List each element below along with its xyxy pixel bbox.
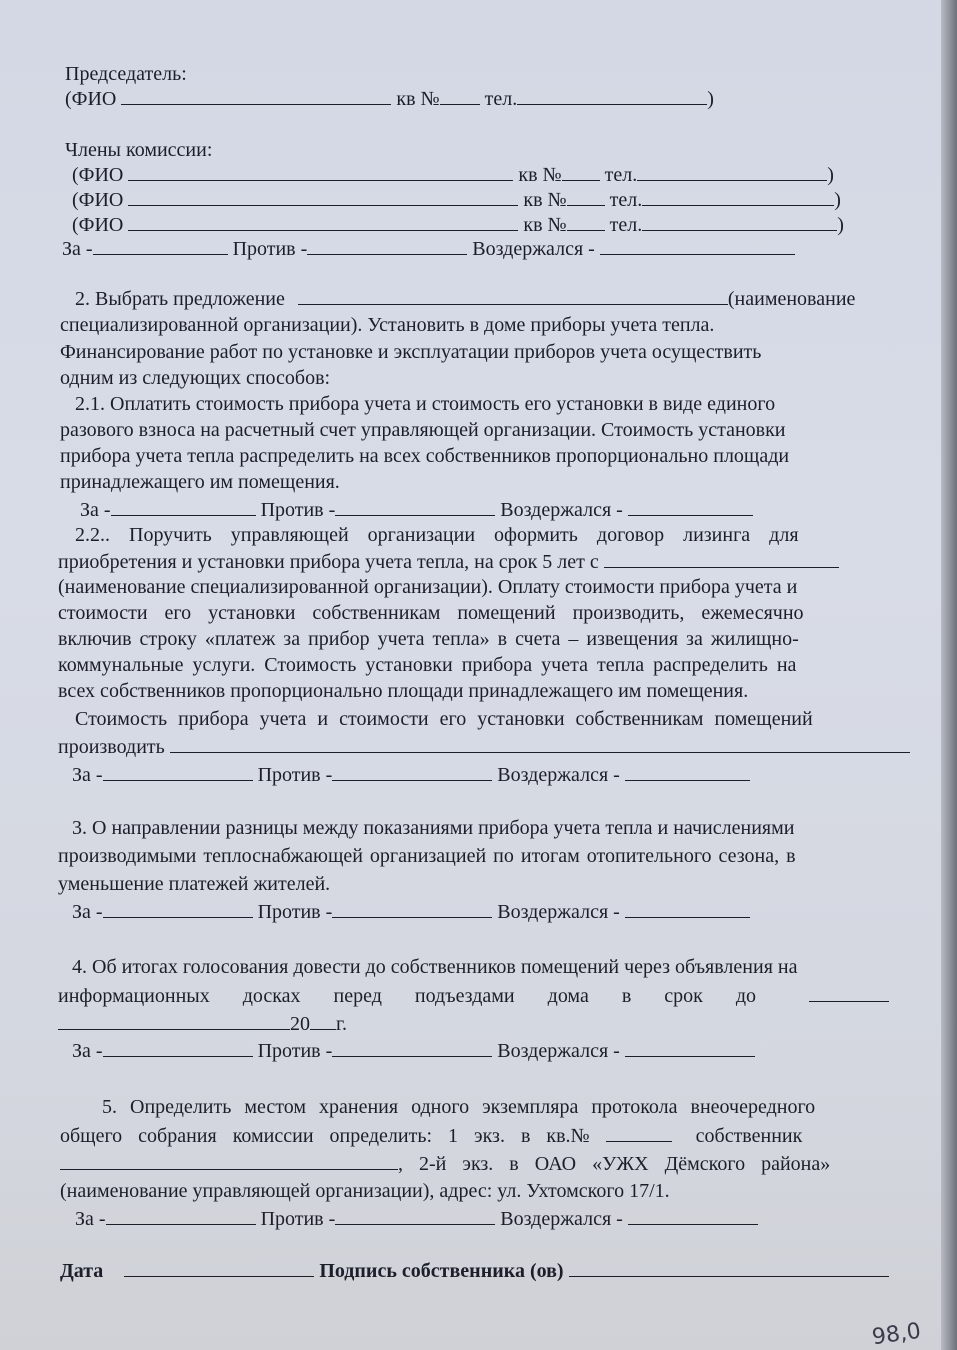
vote-za-label: За - [72, 764, 103, 786]
storage-owner-field[interactable] [60, 1151, 398, 1170]
member-row [72, 162, 834, 187]
member-close: ) [827, 164, 834, 186]
member-tel-field[interactable] [637, 162, 827, 181]
vote-row-6 [75, 1206, 758, 1231]
item4-line [58, 983, 889, 1008]
member-tel-label: тел. [604, 164, 638, 186]
vote-row-5 [72, 1038, 755, 1063]
vote-za-field[interactable] [93, 236, 228, 255]
member-fio-label: (ФИО [72, 189, 124, 211]
vote-protiv-field[interactable] [335, 1206, 495, 1225]
item3-line: 3. О направлении разницы между показаниями прибора учета тепла и начислениями [72, 817, 795, 839]
item21-line: принадлежащего им помещения. [60, 471, 340, 493]
member-tel-field[interactable] [642, 187, 834, 206]
item5-text: , 2-й экз. в ОАО «УЖХ Дёмского района» [398, 1153, 831, 1175]
vote-za-field[interactable] [103, 762, 253, 781]
vote-za-label: За - [62, 238, 93, 260]
vote-protiv-field[interactable] [332, 1038, 492, 1057]
vote-za-label: За - [80, 499, 111, 521]
vote-protiv-label: Против - [257, 764, 333, 786]
member-tel-field[interactable] [642, 212, 837, 231]
vote-protiv-field[interactable] [335, 497, 495, 516]
vote-row-2 [80, 497, 753, 522]
vote-za-label: За - [75, 1208, 106, 1230]
chair-tel-label: тел. [484, 88, 518, 110]
item4-text: 20 [290, 1013, 310, 1035]
item4-text: информационных досках перед подъездами дома в срок до [58, 985, 757, 1007]
payment-method-field[interactable] [170, 734, 910, 753]
item4-line [58, 1011, 347, 1036]
member-kv-label: кв № [523, 189, 567, 211]
vote-vozd-label: Воздержался - [497, 901, 620, 923]
date-label: Дата [60, 1260, 104, 1282]
item5-line: (наименование управляющей организации), адрес: ул. Ухтомского 17/1. [60, 1180, 670, 1202]
handwritten-note: 98,0 [870, 1318, 923, 1350]
chair-kv-label: кв № [396, 88, 440, 110]
item22-text: приобретения и установки прибора учета тепла, на срок 5 лет с [58, 551, 599, 573]
date-field[interactable] [124, 1258, 314, 1277]
vote-row-4 [72, 899, 750, 924]
item2-line: Финансирование работ по установке и эксплуатации приборов учета осуществить [60, 341, 762, 363]
vote-protiv-label: Против - [232, 238, 308, 260]
item22-line: включив строку «платеж за прибор учета тепла» в счета – извещения за жилищно- [58, 628, 799, 650]
member-fio-label: (ФИО [72, 214, 124, 236]
item22-line: Стоимость прибора учета и стоимости его установки собственникам помещений [75, 708, 813, 730]
vote-za-label: За - [72, 1040, 103, 1062]
member-row [72, 212, 844, 237]
org-name-field-2[interactable] [604, 549, 839, 568]
item21-line: 2.1. Оплатить стоимость прибора учета и стоимость его установки в виде единого [75, 393, 776, 415]
item2-line: одним из следующих способов: [60, 367, 331, 389]
chair-fio-label: (ФИО [65, 88, 117, 110]
item21-line: прибора учета тепла распределить на всех собственников пропорционально площади [60, 445, 790, 467]
vote-za-field[interactable] [103, 899, 253, 918]
member-kv-field[interactable] [562, 162, 600, 181]
deadline-day-field[interactable] [809, 983, 889, 1002]
vote-za-field[interactable] [111, 497, 256, 516]
chair-title: Председатель: [65, 63, 187, 85]
signature-label: Подпись собственника (ов) [319, 1260, 564, 1282]
vote-vozd-label: Воздержался - [500, 499, 623, 521]
item22-line: коммунальные услуги. Стоимость установки прибора учета тепла распределить на [58, 654, 797, 676]
member-tel-label: тел. [609, 214, 643, 236]
page-edge [941, 0, 957, 1350]
chair-close: ) [707, 88, 714, 110]
vote-vozd-label: Воздержался - [500, 1208, 623, 1230]
vote-protiv-label: Против - [257, 1040, 333, 1062]
item2-text: 2. Выбрать предложение [75, 288, 285, 310]
item22-line [58, 549, 839, 574]
vote-protiv-field[interactable] [332, 899, 492, 918]
item5-line: 5. Определить местом хранения одного экземпляра протокола внеочередного [102, 1096, 816, 1118]
vote-vozd-field[interactable] [625, 899, 750, 918]
vote-protiv-label: Против - [260, 1208, 336, 1230]
vote-za-label: За - [72, 901, 103, 923]
vote-vozd-label: Воздержался - [472, 238, 595, 260]
member-kv-field[interactable] [567, 212, 605, 231]
item5-text: общего собрания комиссии определить: 1 экз. в кв.№ [60, 1125, 590, 1147]
chair-fio-field[interactable] [121, 86, 391, 105]
member-kv-field[interactable] [567, 187, 605, 206]
item21-line [60, 418, 925, 442]
item3-line: уменьшение платежей жителей. [58, 873, 331, 895]
member-close: ) [834, 189, 841, 211]
member-fio-field[interactable] [128, 212, 518, 231]
vote-protiv-field[interactable] [307, 236, 467, 255]
member-close: ) [837, 214, 844, 236]
vote-protiv-field[interactable] [332, 762, 492, 781]
vote-vozd-field[interactable] [628, 497, 753, 516]
item22-line: всех собственников пропорционально площади принадлежащего им помещения. [58, 680, 749, 702]
vote-za-field[interactable] [103, 1038, 253, 1057]
deadline-year-field[interactable] [310, 1011, 336, 1030]
org-name-field[interactable] [298, 286, 728, 305]
member-fio-field[interactable] [128, 187, 518, 206]
vote-vozd-field[interactable] [625, 1038, 755, 1057]
item5-line [60, 1151, 830, 1176]
item22-line: стоимости его установки собственникам помещений производить, ежемесячно [58, 602, 804, 624]
vote-vozd-field[interactable] [625, 762, 750, 781]
member-row [72, 187, 841, 212]
chair-kv-field[interactable] [440, 86, 480, 105]
vote-vozd-field[interactable] [600, 236, 795, 255]
item2-line: специализированной организации). Установить в доме приборы учета тепла. [60, 314, 715, 336]
chair-row [65, 86, 714, 111]
signature-field[interactable] [569, 1258, 889, 1277]
item22-text: производить [58, 736, 165, 758]
item2-text: (наименование [727, 288, 856, 310]
item5-line [60, 1123, 802, 1148]
vote-protiv-label: Против - [260, 499, 336, 521]
member-fio-label: (ФИО [72, 164, 124, 186]
vote-row-3 [72, 762, 750, 787]
member-fio-field[interactable] [128, 162, 513, 181]
vote-za-field[interactable] [106, 1206, 256, 1225]
member-tel-label: тел. [609, 189, 643, 211]
chair-tel-field[interactable] [517, 86, 707, 105]
item2-line [75, 286, 855, 311]
vote-vozd-label: Воздержался - [497, 764, 620, 786]
vote-vozd-label: Воздержался - [497, 1040, 620, 1062]
item22-line [58, 734, 910, 759]
date-row [60, 1258, 889, 1283]
item22-line: 2.2.. Поручить управляющей организации оформить договор лизинга для [75, 524, 799, 546]
member-kv-label: кв № [518, 164, 562, 186]
item22-line: (наименование специализированной организации). Оплату стоимости прибора учета и [58, 576, 798, 598]
deadline-month-field[interactable] [58, 1011, 290, 1030]
item4-line: 4. Об итогах голосования довести до собственников помещений через объявления на [72, 956, 798, 978]
item4-text: г. [336, 1013, 347, 1035]
member-kv-label: кв № [523, 214, 567, 236]
item3-line: производимыми теплоснабжающей организацией по итогам отопительного сезона, в [58, 845, 796, 867]
vote-row-1 [62, 236, 795, 261]
vote-protiv-label: Против - [257, 901, 333, 923]
vote-vozd-field[interactable] [628, 1206, 758, 1225]
item5-text: собственник [695, 1125, 803, 1147]
members-title: Члены комиссии: [65, 139, 213, 161]
storage-apartment-field[interactable] [606, 1123, 672, 1142]
item21-text: разового взноса на расчетный счет управляющей организации. Стоимость установки [60, 419, 786, 441]
